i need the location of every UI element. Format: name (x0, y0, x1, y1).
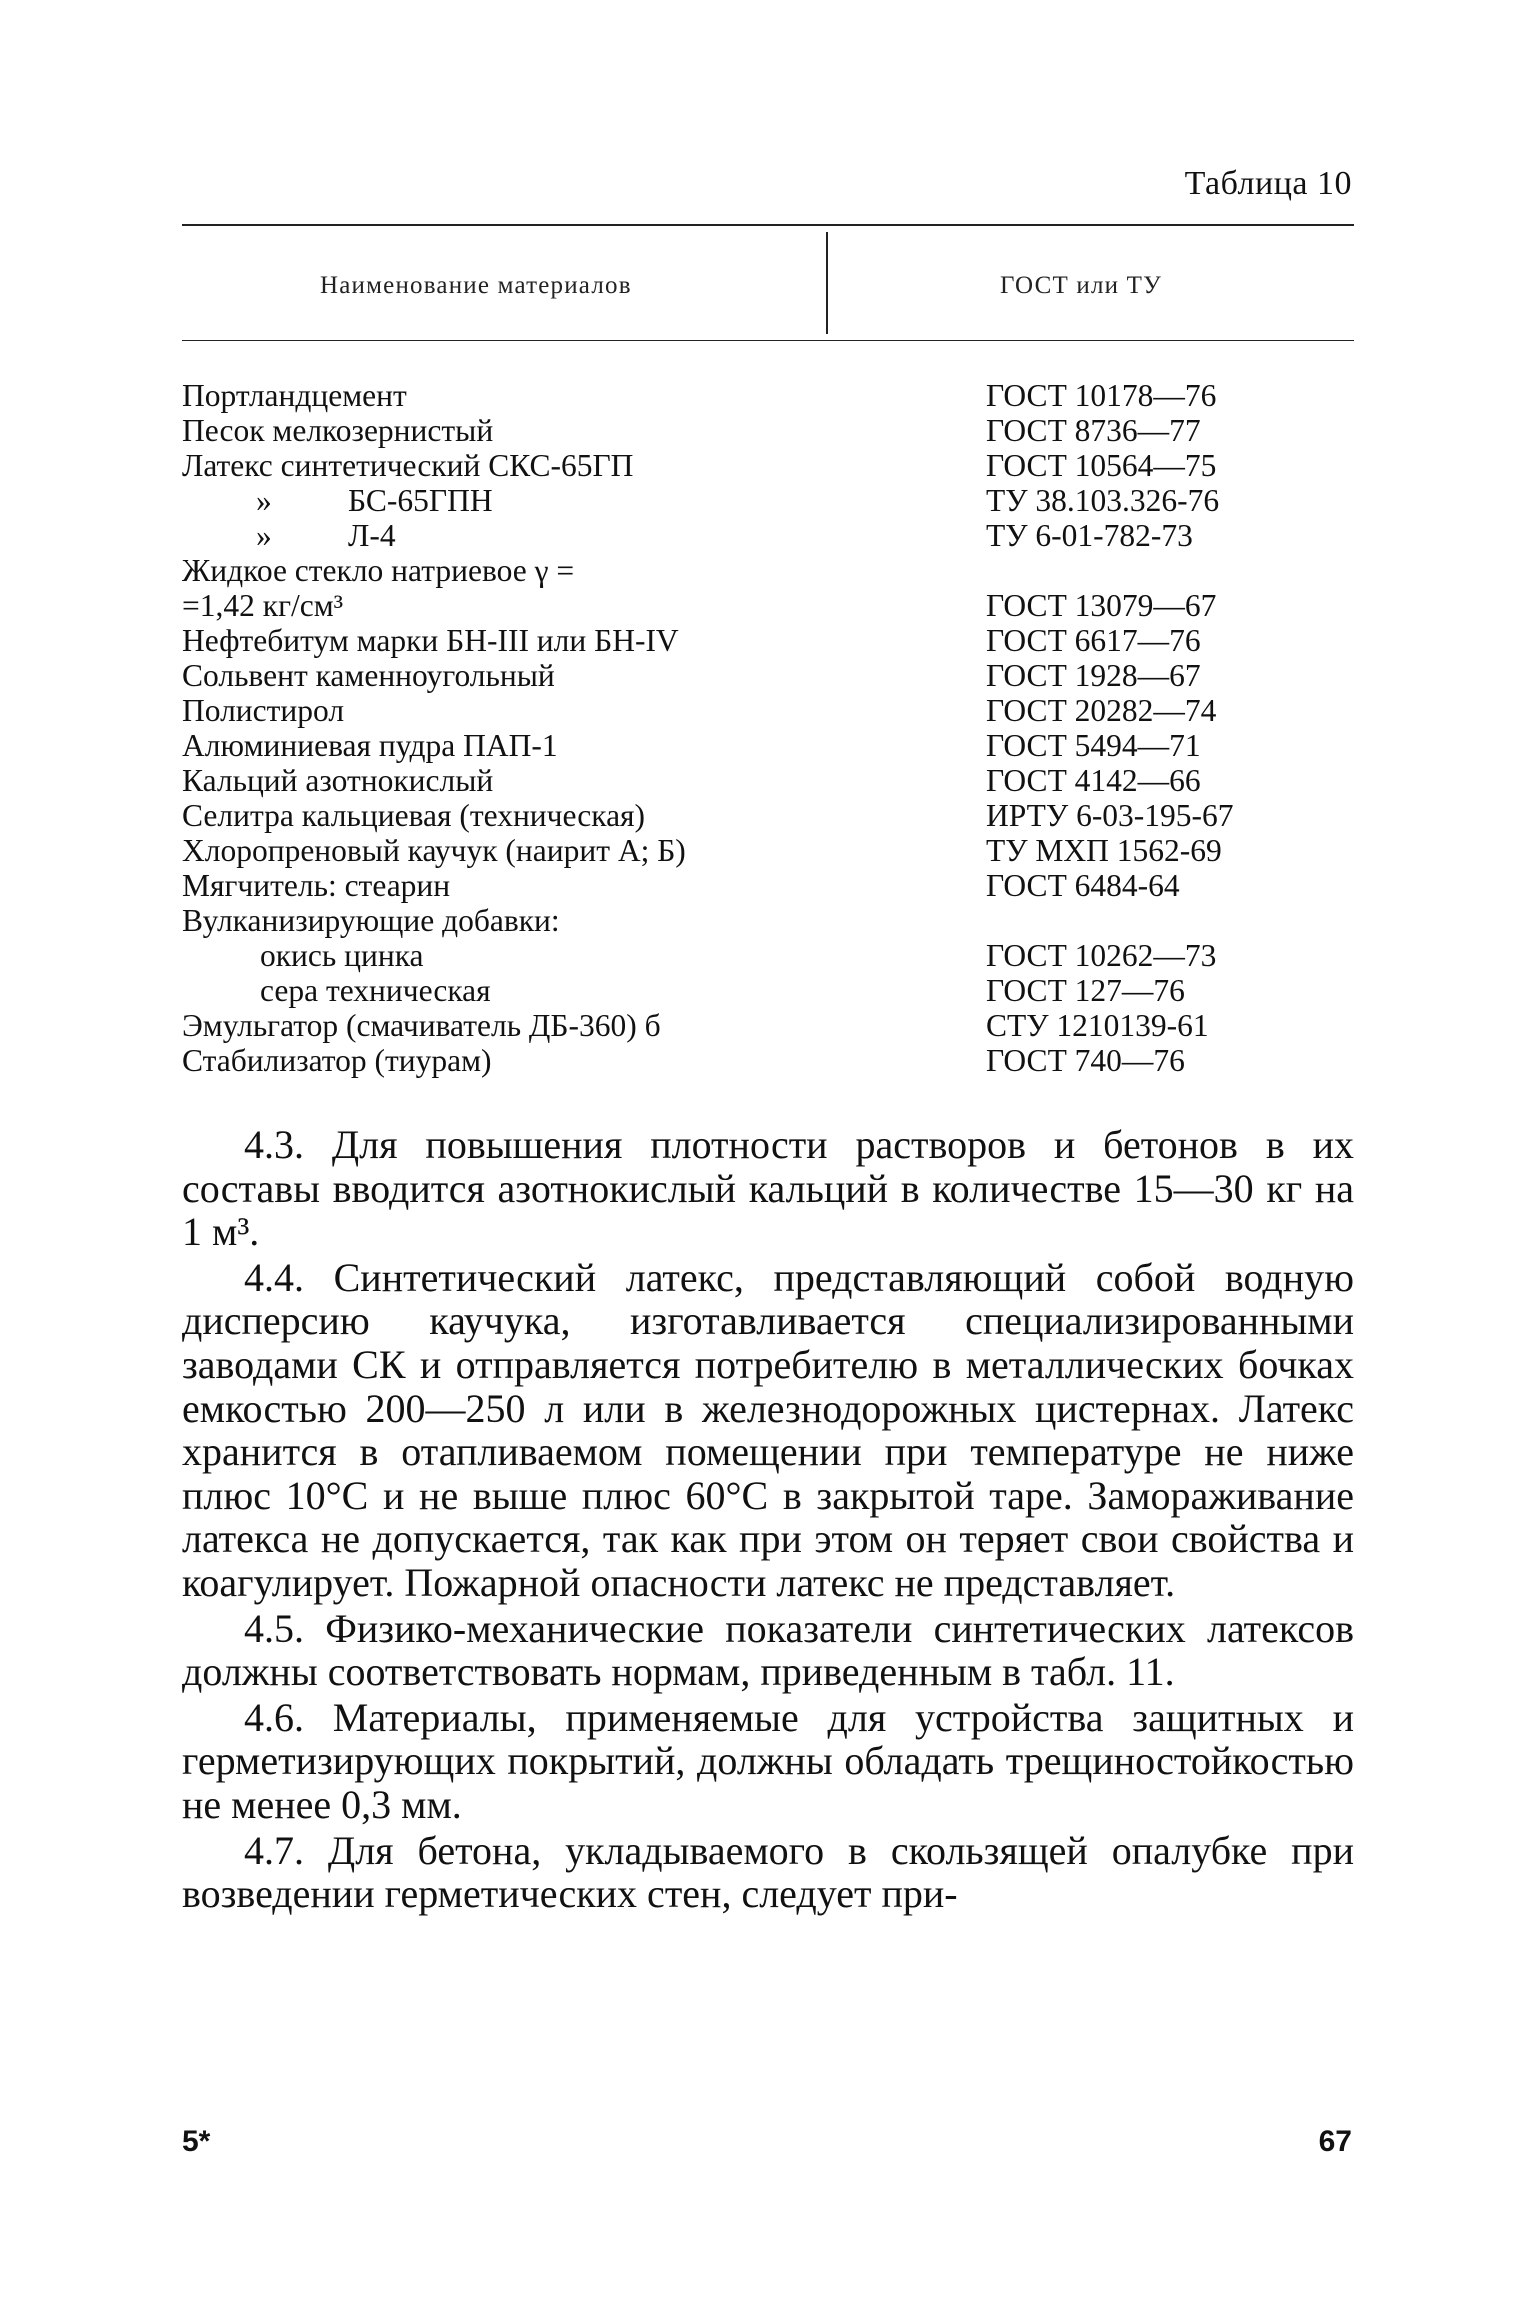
table-row (182, 588, 1362, 623)
material-name: Эмульгатор (смачиватель ДБ-360) б (182, 1008, 661, 1043)
paragraph-4-6: 4.6. Материалы, применяемые для устройства защитных и герметизирующих покрытий, должны обладать трещиностойкостью не менее 0,3 мм. (182, 1694, 1354, 1827)
material-standard: ГОСТ 13079—67 (986, 588, 1217, 623)
table-row (182, 448, 1362, 483)
material-standard: ГОСТ 5494—71 (986, 728, 1201, 763)
material-standard: ГОСТ 10178—76 (986, 378, 1217, 413)
material-name: Жидкое стекло натриевое γ = (182, 553, 575, 588)
table-top-rule (182, 224, 1354, 226)
material-name (256, 483, 493, 518)
table-row (182, 658, 1362, 693)
material-standard: ГОСТ 6484-64 (986, 868, 1180, 903)
material-name: сера техническая (260, 973, 491, 1008)
table-row (182, 833, 1362, 868)
material-standard: ТУ 6-01-782-73 (986, 518, 1193, 553)
column-header-std: ГОСТ или ТУ (1000, 272, 1163, 299)
table-row (182, 553, 1362, 588)
material-standard: ГОСТ 10564—75 (986, 448, 1217, 483)
material-name: Хлоропреновый каучук (наирит А; Б) (182, 833, 686, 868)
material-name: Вулканизирующие добавки: (182, 903, 560, 938)
material-name-text: БС-65ГПН (348, 483, 493, 518)
table-row (182, 938, 1362, 973)
table-row (182, 413, 1362, 448)
material-standard: ТУ 38.103.326-76 (986, 483, 1220, 518)
paragraph-4-7: 4.7. Для бетона, укладываемого в скользящей опалубке при возведении герметических стен, следует при- (182, 1827, 1354, 1917)
material-name: Песок мелкозернистый (182, 413, 494, 448)
table-row (182, 868, 1362, 903)
material-name: Полистирол (182, 693, 345, 728)
material-name: =1,42 кг/см³ (182, 588, 344, 623)
material-name: Латекс синтетический СКС-65ГП (182, 448, 634, 483)
material-name-text: Л-4 (348, 518, 396, 553)
paragraph-4-4: 4.4. Синтетический латекс, представляющий собой водную дисперсию каучука, изготавливается специализированными заводами СК и отправляется потребителю в металлических бочках емкостью 200—250 л или в железнодорожных цистернах. Латекс хранится в отапливаемом помещении при температуре не ниже плюс 10°С и не выше плюс 60°С в закрытой таре. Замораживание латекса не допускается, так как при этом он теряет свои свойства и коагулирует. Пожарной опасности латекс не представляет. (182, 1254, 1354, 1605)
material-standard: ИРТУ 6-03-195-67 (986, 798, 1234, 833)
material-standard: ГОСТ 1928—67 (986, 658, 1201, 693)
ditto-mark: » (256, 483, 272, 518)
table-row (182, 623, 1362, 658)
table-header-rule (182, 340, 1354, 341)
material-standard: ГОСТ 20282—74 (986, 693, 1217, 728)
material-name: Стабилизатор (тиурам) (182, 1043, 492, 1078)
table-row (182, 798, 1362, 833)
column-header-name: Наименование материалов (320, 272, 632, 299)
table-row (182, 518, 1362, 553)
ditto-mark: » (256, 518, 272, 553)
material-standard: ГОСТ 127—76 (986, 973, 1185, 1008)
table-row (182, 483, 1362, 518)
body-text (182, 1123, 1354, 1918)
material-standard: ГОСТ 10262—73 (986, 938, 1217, 973)
table-header-divider (826, 232, 828, 334)
material-standard: ГОСТ 6617—76 (986, 623, 1201, 658)
material-standard: ГОСТ 740—76 (986, 1043, 1185, 1078)
table-row (182, 728, 1362, 763)
paragraph-4-5: 4.5. Физико-механические показатели синтетических латексов должны соответствовать нормам, приведенным в табл. 11. (182, 1605, 1354, 1695)
table-row (182, 1008, 1362, 1043)
material-standard: ГОСТ 4142—66 (986, 763, 1201, 798)
material-name: Портландцемент (182, 378, 407, 413)
material-name: Кальций азотнокислый (182, 763, 494, 798)
table-row (182, 763, 1362, 798)
table-row (182, 1043, 1362, 1078)
material-standard: ТУ МХП 1562-69 (986, 833, 1222, 868)
table-row (182, 693, 1362, 728)
paragraph-4-3: 4.3. Для повышения плотности растворов и бетонов в их составы вводится азотнокислый кальций в количестве 15—30 кг на 1 м³. (182, 1122, 1354, 1255)
signature-mark: 5* (182, 2125, 211, 2158)
material-standard: ГОСТ 8736—77 (986, 413, 1201, 448)
table-row (182, 973, 1362, 1008)
material-name: Алюминиевая пудра ПАП-1 (182, 728, 558, 763)
material-name: окись цинка (260, 938, 424, 973)
material-name: Мягчитель: стеарин (182, 868, 451, 903)
table-row (182, 378, 1362, 413)
table-caption: Таблица 10 (1184, 165, 1352, 202)
material-name (256, 518, 396, 553)
material-standard: СТУ 1210139-61 (986, 1008, 1209, 1043)
page-number: 67 (1318, 2125, 1352, 2158)
material-name: Нефтебитум марки БН-III или БН-IV (182, 623, 679, 658)
table-row (182, 903, 1362, 938)
materials-table (182, 378, 1362, 1078)
material-name: Селитра кальциевая (техническая) (182, 798, 646, 833)
material-name: Сольвент каменноугольный (182, 658, 555, 693)
